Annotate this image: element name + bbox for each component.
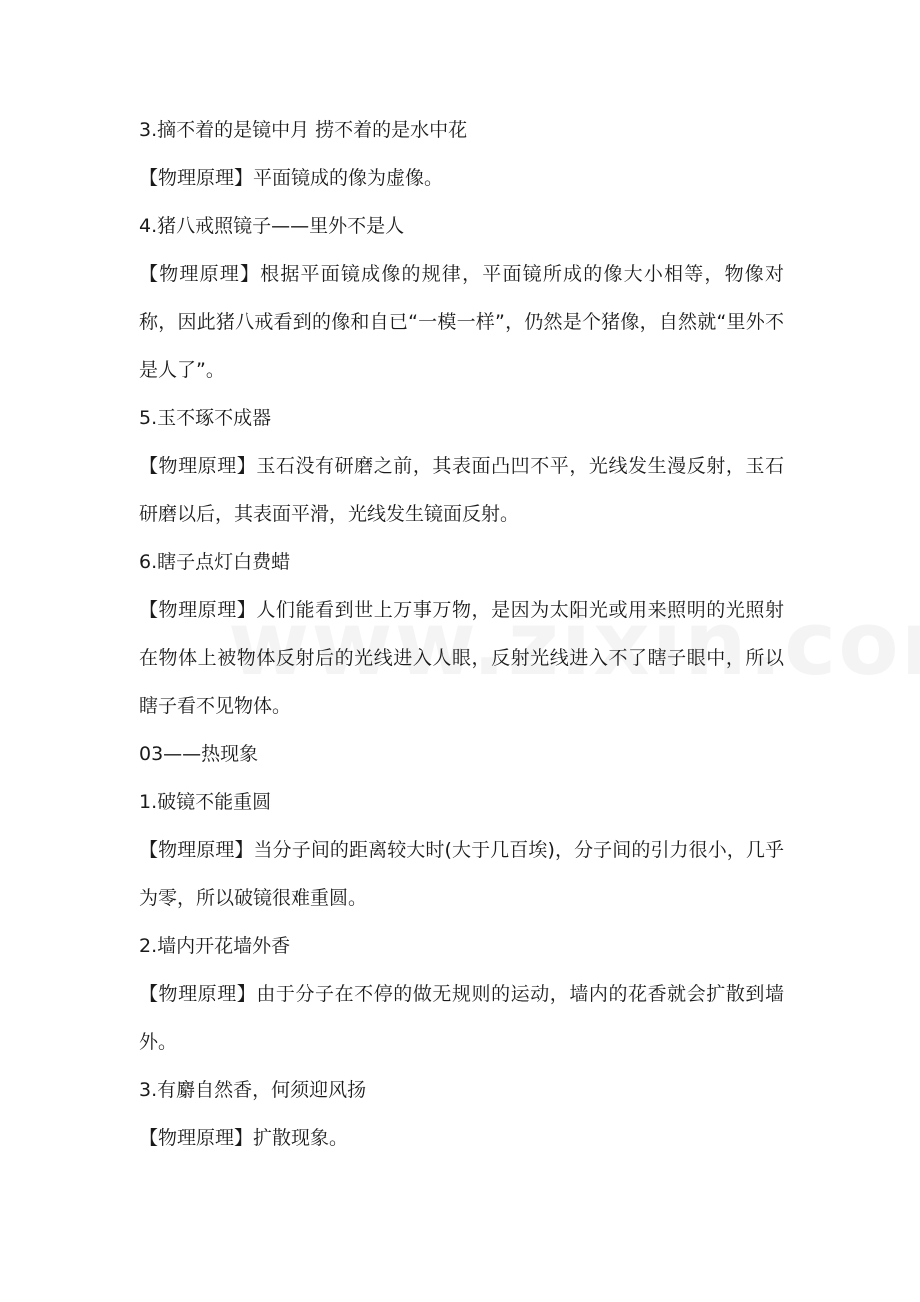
item-title: 1.破镜不能重圆 — [139, 791, 272, 813]
item-title: 5.玉不琢不成器 — [139, 407, 272, 429]
item-body: 【物理原理】当分子间的距离较大时(大于几百埃)，分子间的引力很小，几乎为零，所以破镜很难重圆。 — [139, 839, 784, 909]
item-title: 2.墙内开花墙外香 — [139, 935, 291, 957]
item-body: 【物理原理】扩散现象。 — [139, 1127, 349, 1149]
item-body: 【物理原理】根据平面镜成像的规律，平面镜所成的像大小相等，物像对称，因此猪八戒看到的像和自已“一模一样”，仍然是个猪像，自然就“里外不是人了”。 — [139, 263, 784, 381]
item-title: 3.摘不着的是镜中月 捞不着的是水中花 — [139, 119, 468, 141]
item-title: 3.有麝自然香，何须迎风扬 — [139, 1079, 367, 1101]
section-heading: 03——热现象 — [139, 743, 259, 765]
item-body: 【物理原理】由于分子在不停的做无规则的运动，墙内的花香就会扩散到墙外。 — [139, 983, 784, 1053]
item-body: 【物理原理】人们能看到世上万事万物，是因为太阳光或用来照明的光照射在物体上被物体反射后的光线进入人眼，反射光线进入不了瞎子眼中，所以瞎子看不见物体。 — [139, 599, 784, 717]
document-content — [139, 118, 784, 1174]
item-title: 4.猪八戒照镜子——里外不是人 — [139, 215, 405, 237]
item-title: 6.瞎子点灯白费蜡 — [139, 551, 291, 573]
item-body: 【物理原理】玉石没有研磨之前，其表面凸凹不平，光线发生漫反射，玉石研磨以后，其表面平滑，光线发生镜面反射。 — [139, 455, 784, 525]
item-body: 【物理原理】平面镜成的像为虚像。 — [139, 167, 444, 189]
